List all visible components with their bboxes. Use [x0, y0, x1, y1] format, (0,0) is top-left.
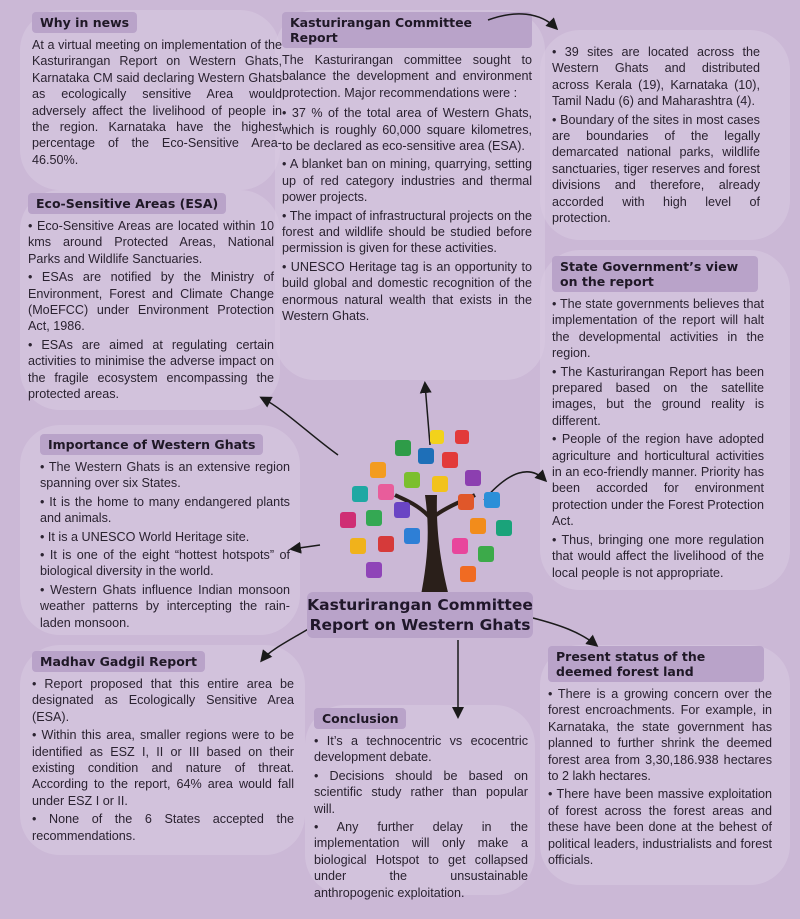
list-item: • Decisions should be based on scientific study rather than popular will. — [314, 768, 528, 817]
importance-heading: Importance of Western Ghats — [40, 434, 263, 455]
why-in-news-text: At a virtual meeting on implementation of the Kasturirangan Report on Western Ghats, Karnataka CM said declaring Western Ghats as ecologically sensitive Area would adversely affect the livelihood of people in the region. Karnataka have the highest percentage of the Eco-Sensitive Area- 46.50%. — [32, 38, 282, 167]
kasturirangan-text: The Kasturirangan committee sought to balance the development and environment protection. Major recommendations were : — [282, 53, 532, 100]
eco-sensitive-heading: Eco-Sensitive Areas (ESA) — [28, 193, 226, 214]
list-item: • It is one of the eight “hottest hotspots” of biological diversity in the world. — [40, 547, 290, 580]
list-item: • Eco-Sensitive Areas are located within 10 kms around Protected Areas, National Parks and Wildlife Sanctuaries. — [28, 218, 274, 267]
present-status-heading: Present status of the deemed forest land — [548, 646, 764, 682]
list-item: • People of the region have adopted agriculture and horticultural activities in an eco-friendly manner. Priority has been accorded for environment protection under the Forest Protection Act. — [552, 431, 764, 529]
why-in-news-heading: Why in news — [32, 12, 137, 33]
list-item: • ESAs are notified by the Ministry of Environment, Forest and Climate Change (MoEFCC) under Environment Protection Act, 1986. — [28, 269, 274, 335]
list-item: • The Kasturirangan Report has been prepared based on the satellite images, but the ground reality is different. — [552, 364, 764, 430]
list-item: • The Western Ghats is an extensive region spanning over six States. — [40, 459, 290, 492]
list-item: • Western Ghats influence Indian monsoon weather patterns by intercepting the rain-laden monsoon. — [40, 582, 290, 631]
list-item: • 37 % of the total area of Western Ghats, which is roughly 60,000 square kilometres, to be declared as eco-sensitive area (ESA). — [282, 105, 532, 154]
list-item: • None of the 6 States accepted the recommendations. — [32, 811, 294, 844]
conclusion-heading: Conclusion — [314, 708, 406, 729]
state-view-heading: State Government’s view on the report — [552, 256, 758, 292]
list-item: • Any further delay in the implementation will only make a biological Hotspot to get collapsed under the unsustainable anthropogenic exploitation. — [314, 819, 528, 901]
list-item: • ESAs are aimed at regulating certain activities to minimise the adverse impact on the fragile ecosystem encompassing the protected areas. — [28, 337, 274, 403]
list-item: • Report proposed that this entire area be designated as Ecologically Sensitive Area (ESA). — [32, 676, 294, 725]
center-title: Kasturirangan Committee Report on Western Ghats — [307, 592, 533, 638]
list-item: • It is the home to many endangered plants and animals. — [40, 494, 290, 527]
list-item: • The impact of infrastructural projects on the forest and wildlife should be studied before permission is given for these activities. — [282, 208, 532, 257]
list-item: • There is a growing concern over the forest encroachments. For example, in Karnataka, the state government has planned to further shrink the deemed forest area from 3,30,186.938 hectares to 2 lakh hectares. — [548, 686, 772, 784]
list-item: • A blanket ban on mining, quarrying, setting up of red category industries and thermal power projects. — [282, 156, 532, 205]
list-item: • UNESCO Heritage tag is an opportunity to build global and domestic recognition of the enormous natural wealth that exists in the Western Ghats. — [282, 259, 532, 325]
list-item: • It’s a technocentric vs ecocentric development debate. — [314, 733, 528, 766]
list-item: • The state governments believes that implementation of the report will halt the developmental activities in the region. — [552, 296, 764, 362]
list-item: • Thus, bringing one more regulation that would affect the livelihood of the local people is not appropriate. — [552, 532, 764, 581]
list-item: • 39 sites are located across the Western Ghats and distributed across Kerala (19), Karnataka (10), Tamil Nadu (6) and Maharashtra (4). — [552, 44, 760, 110]
list-item: • Within this area, smaller regions were to be identified as ESZ I, II or III based on their existing condition and nature of threat. According to the report, 64% area would fall under ESZ I or II. — [32, 727, 294, 809]
list-item: • There have been massive exploitation of forest across the forest areas and these have been done at the behest of political leaders, industrialists and forest officials. — [548, 786, 772, 868]
gadgil-heading: Madhav Gadgil Report — [32, 651, 205, 672]
tree-icon — [340, 430, 512, 600]
list-item: • It is a UNESCO World Heritage site. — [40, 529, 290, 545]
kasturirangan-heading: Kasturirangan Committee Report — [282, 12, 532, 48]
list-item: • Boundary of the sites in most cases are boundaries of the legally demarcated national parks, wildlife sanctuaries, tiger reserves and forest divisions and therefore, already accorded with high level of protection. — [552, 112, 760, 227]
